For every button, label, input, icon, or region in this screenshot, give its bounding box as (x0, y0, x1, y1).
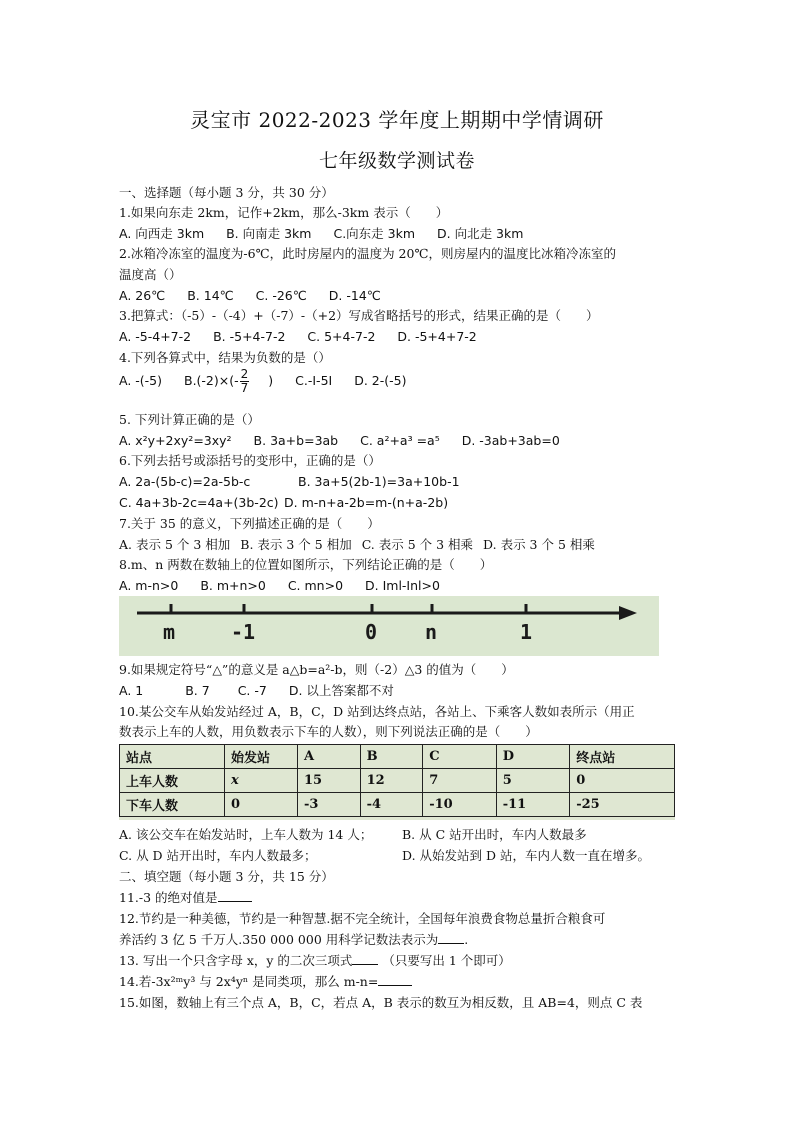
q7-option-b: B. 表示 3 个 5 相加 (240, 537, 352, 552)
table-row (120, 793, 675, 817)
q4-option-d: D. 2-(-5) (354, 373, 407, 388)
table-cell: C (423, 745, 497, 769)
number-line-figure (119, 596, 659, 656)
q3-option-d: D. -5+4+7-2 (397, 329, 477, 344)
table-cell: -25 (570, 793, 675, 817)
q12-blank[interactable] (438, 931, 464, 944)
q5-stem: 5. 下列计算正确的是（） (119, 412, 260, 427)
q10-stem-line1: 10.某公交车从始发站经过 A，B，C，D 站到达终点站，各站上、下乘客人数如表所示（用正 (119, 704, 635, 719)
q1-option-b: B. 向南走 3km (226, 226, 312, 241)
q8-options (119, 577, 458, 594)
q6-option-d: D. m-n+a-2b=m-(n+a-2b) (284, 495, 449, 510)
table-cell: 始发站 (225, 745, 298, 769)
q11-stem: 11.-3 的绝对值是 (119, 890, 218, 905)
q6-option-a: A. 2a-(5b-c)=2a-5b-c (119, 474, 251, 489)
axis-label-1: 1 (520, 620, 533, 644)
q10-stem-line2: 数表示上车的人数，用负数表示下车的人数），则下列说法正确的是（ ） (119, 724, 538, 739)
number-line-svg (119, 596, 659, 656)
table-cell: 0 (570, 769, 675, 793)
table-cell: 15 (298, 769, 361, 793)
q2-option-a: A. 26℃ (119, 288, 166, 303)
table-cell: 12 (360, 769, 423, 793)
q14-line (119, 973, 412, 990)
q3-stem: 3.把算式：（-5）-（-4）+（-7）-（+2）写成省略括号的形式，结果正确的是（ ） (119, 308, 599, 323)
q7-option-c: C. 表示 5 个 3 相乘 (361, 537, 474, 552)
q9-option-b: B. 7 (185, 683, 210, 698)
q2-option-d: D. -14℃ (328, 288, 381, 303)
q6-option-b: B. 3a+5(2b-1)=3a+10b-1 (298, 474, 460, 489)
q2-option-c: C. -26℃ (255, 288, 307, 303)
table-cell: D (496, 745, 570, 769)
q1-stem: 1.如果向东走 2km，记作+2km，那么-3km 表示（ ） (119, 205, 449, 220)
exam-subtitle: 七年级数学测试卷 (318, 150, 475, 172)
q2-stem-line2: 温度高（） (119, 267, 182, 282)
q10-option-d: D. 从始发站到 D 站，车内人数一直在增多。 (402, 848, 650, 863)
q4-option-a: A. -(-5) (119, 373, 163, 388)
q8-option-b: B. m+n>0 (200, 578, 266, 593)
q4-option-b-prefix: B.(-2)×(- (184, 373, 239, 388)
q13-stem: 13. 写出一个只含字母 x，y 的二次三项式 (119, 953, 353, 968)
table-cell: 终点站 (570, 745, 675, 769)
table-cell: 上车人数 (120, 769, 225, 793)
q13-note: （只要写出 1 个即可） (382, 953, 511, 968)
table-cell: 站点 (120, 745, 225, 769)
table-cell: 下车人数 (120, 793, 225, 817)
q8-stem: 8.m、n 两数在数轴上的位置如图所示，下列结论正确的是（ ） (119, 557, 493, 572)
axis-label-neg1: -1 (231, 620, 256, 644)
q1-options (119, 225, 541, 242)
q7-options (119, 536, 613, 553)
q4-fraction-numerator: 2 (240, 367, 249, 381)
q5-option-b: B. 3a+b=3ab (253, 433, 339, 448)
q3-option-a: A. -5-4+7-2 (119, 329, 192, 344)
q5-option-d: D. -3ab+3ab=0 (461, 433, 560, 448)
q2-stem-line1: 2.冰箱冷冻室的温度为-6℃，此时房屋内的温度为 20℃，则房屋内的温度比冰箱冷冻室的 (119, 246, 616, 261)
axis-label-m: m (163, 620, 176, 644)
q13-blank[interactable] (352, 952, 378, 965)
exam-title: 灵宝市 2022-2023 学年度上期期中学情调研 (190, 108, 604, 132)
q4-stem: 4.下列各算式中，结果为负数的是（） (119, 350, 331, 365)
q9-options (119, 682, 412, 699)
section2-heading: 二、填空题（每小题 3 分，共 15 分） (119, 869, 334, 884)
q14-blank[interactable] (378, 973, 412, 986)
table-cell: -11 (496, 793, 570, 817)
q3-option-c: C. 5+4-7-2 (307, 329, 376, 344)
q4-option-b (184, 367, 273, 395)
table-row (120, 745, 675, 769)
table-cell: 0 (225, 793, 298, 817)
table-cell: -3 (298, 793, 361, 817)
q15-line: 15.如图，数轴上有三个点 A，B，C，若点 A，B 表示的数互为相反数，且 AB=4，则点 C 表 (119, 995, 643, 1010)
q9-stem: 9.如果规定符号“△”的意义是 a△b=a²-b，则（-2）△3 的值为（ ） (119, 662, 514, 677)
q2-options (119, 287, 399, 304)
q6-option-c: C. 4a+3b-2c=4a+(3b-2c) (119, 495, 279, 510)
q7-option-a: A. 表示 5 个 3 相加 (119, 537, 231, 552)
q3-options (119, 328, 495, 345)
q12-stem: 养活约 3 亿 5 千万人.350 000 000 用科学记数法表示为 (119, 932, 439, 947)
q7-option-d: D. 表示 3 个 5 相乘 (483, 537, 595, 552)
q3-option-b: B. -5+4-7-2 (213, 329, 286, 344)
q1-option-d: D. 向北走 3km (437, 226, 524, 241)
q12-line2: 养活约 3 亿 5 千万人.350 000 000 用科学记数法表示为 . (119, 932, 469, 947)
axis-label-n: n (425, 620, 438, 644)
q4-fraction (240, 368, 268, 395)
q9-option-c: C. -7 (237, 683, 267, 698)
q11-line (119, 889, 252, 906)
q9-option-d: D. 以上答案都不对 (288, 683, 394, 698)
number-line-arrowhead (619, 606, 637, 620)
q10-option-c: C. 从 D 站开出时，车内人数最多； (119, 848, 317, 863)
q10-option-b: B. 从 C 站开出时，车内人数最多 (402, 827, 587, 842)
q1-option-c: C.向东走 3km (333, 226, 416, 241)
q10-option-a: A. 该公交车在始发站时，上车人数为 14 人； (119, 827, 373, 842)
q4-fraction-denominator: 7 (240, 381, 249, 395)
bus-passenger-table (119, 744, 675, 820)
q12-line1: 12.节约是一种美德，节约是一种智慧.据不完全统计，全国每年浪费食物总量折合粮食可 (119, 911, 606, 926)
table-row (120, 769, 675, 793)
q4-options (119, 367, 424, 395)
q6-stem: 6.下列去括号或添括号的变形中，正确的是（） (119, 453, 381, 468)
q5-option-a: A. x²y+2xy²=3xy² (119, 433, 232, 448)
q7-stem: 7.关于 35 的意义，下列描述正确的是（ ） (119, 516, 380, 531)
q14-stem: 14.若-3x²ᵐy³ 与 2x⁴yⁿ 是同类项，那么 m-n= (119, 974, 379, 989)
table-cell: -10 (423, 793, 497, 817)
table-cell: B (360, 745, 423, 769)
table-cell: x (225, 769, 298, 793)
q8-option-a: A. m-n>0 (119, 578, 179, 593)
q11-blank[interactable] (218, 889, 252, 902)
bus-table (119, 744, 675, 817)
table-cell: -4 (360, 793, 423, 817)
q4-option-b-suffix: ) (268, 373, 274, 388)
q8-option-d: D. Iml-Inl>0 (365, 578, 440, 593)
table-cell: 5 (496, 769, 570, 793)
table-cell: 7 (423, 769, 497, 793)
q9-option-a: A. 1 (119, 683, 144, 698)
q1-option-a: A. 向西走 3km (119, 226, 205, 241)
q13-line (119, 952, 511, 969)
q4-option-c: C.-I-5I (295, 373, 333, 388)
q5-option-c: C. a²+a³ =a⁵ (360, 433, 440, 448)
q2-option-b: B. 14℃ (187, 288, 234, 303)
axis-label-0: 0 (365, 620, 378, 644)
table-cell: A (298, 745, 361, 769)
section1-heading: 一、选择题（每小题 3 分，共 30 分） (119, 185, 334, 200)
q5-options (119, 432, 578, 449)
q8-option-c: C. mn>0 (287, 578, 344, 593)
